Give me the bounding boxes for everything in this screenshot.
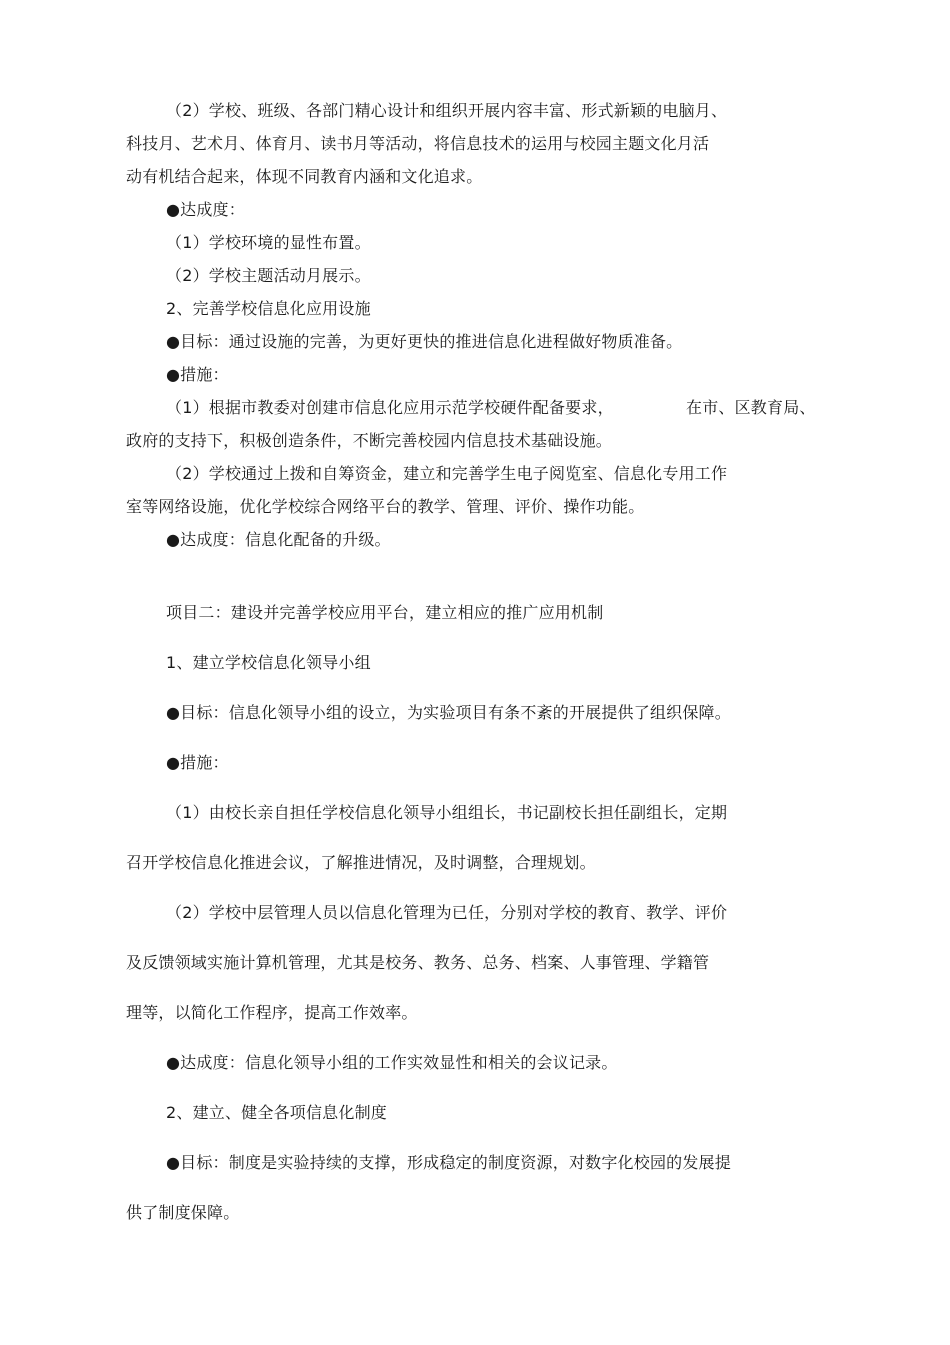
paragraph-line: 召开学校信息化推进会议，了解推进情况，及时调整，合理规划。 [126,853,596,872]
section-heading: 2、完善学校信息化应用设施 [166,299,371,318]
paragraph-line-tail: 在市、区教育局、 [686,398,816,417]
paragraph-line: （1）由校长亲自担任学校信息化领导小组组长，书记副校长担任副组长，定期 [166,803,728,822]
paragraph-line: 及反馈领域实施计算机管理，尤其是校务、教务、总务、档案、人事管理、学籍管 [126,953,710,972]
goal-line: ●目标：信息化领导小组的设立，为实验项目有条不紊的开展提供了组织保障。 [166,703,731,722]
paragraph-line: 政府的支持下，积极创造条件，不断完善校园内信息技术基础设施。 [126,431,613,450]
list-item: （2）学校主题活动月展示。 [166,266,371,285]
project-heading: 项目二：建设并完善学校应用平台，建立相应的推广应用机制 [166,603,604,622]
measures-heading: ●措施： [166,365,229,384]
achievement-heading: ●达成度： [166,200,245,219]
paragraph-line: （2）学校、班级、各部门精心设计和组织开展内容丰富、形式新颖的电脑月、 [166,101,728,120]
paragraph-line: 室等网络设施，优化学校综合网络平台的教学、管理、评价、操作功能。 [126,497,645,516]
goal-line: ●目标：通过设施的完善，为更好更快的推进信息化进程做好物质准备。 [166,332,683,351]
goal-line: ●目标：制度是实验持续的支撑，形成稳定的制度资源，对数字化校园的发展提 [166,1153,731,1172]
paragraph-line: 动有机结合起来，体现不同教育内涵和文化追求。 [126,167,483,186]
section-heading: 2、建立、健全各项信息化制度 [166,1103,387,1122]
paragraph-line: 科技月、艺术月、体育月、读书月等活动，将信息技术的运用与校园主题文化月活 [126,134,710,153]
achievement-line: ●达成度：信息化领导小组的工作实效显性和相关的会议记录。 [166,1053,618,1072]
paragraph-line: （1）根据市教委对创建市信息化应用示范学校硬件配备要求， [166,398,614,417]
paragraph-line: 理等，以简化工作程序，提高工作效率。 [126,1003,418,1022]
list-item: （1）学校环境的显性布置。 [166,233,371,252]
section-heading: 1、建立学校信息化领导小组 [166,653,371,672]
achievement-line: ●达成度：信息化配备的升级。 [166,530,391,549]
paragraph-line: （2）学校通过上拨和自筹资金，建立和完善学生电子阅览室、信息化专用工作 [166,464,728,483]
measures-heading: ●措施： [166,753,229,772]
paragraph-line: （2）学校中层管理人员以信息化管理为已任，分别对学校的教育、教学、评价 [166,903,728,922]
paragraph-line: 供了制度保障。 [126,1203,240,1222]
